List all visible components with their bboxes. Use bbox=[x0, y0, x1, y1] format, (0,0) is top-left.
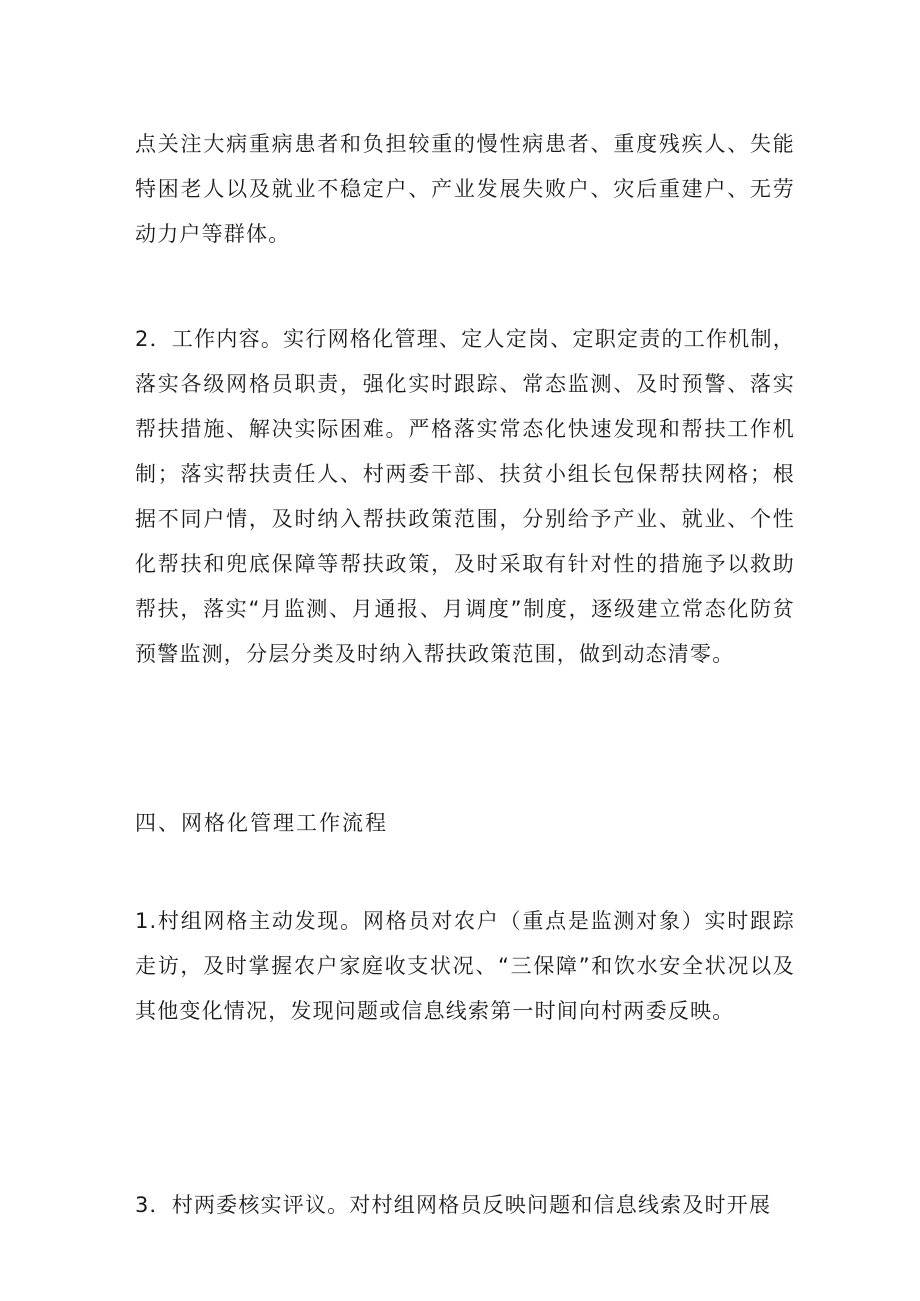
paragraph-grid-discovery: 1.村组网格主动发现。网格员对农户（重点是监测对象）实时跟踪走访，及时掌握农户家庭收支状况、“三保障”和饮水安全状况以及其他变化情况，发现问题或信息线索第一时间向村两委反映。 bbox=[135, 909, 795, 1023]
paragraph-focus-groups: 点关注大病重病患者和负担较重的慢性病患者、重度残疾人、失能特困老人以及就业不稳定户、产业发展失败户、灾后重建户、无劳动力户等群体。 bbox=[135, 132, 795, 246]
paragraph-village-verification: 3．村两委核实评议。对村组网格员反映问题和信息线索及时开展 bbox=[135, 1193, 772, 1217]
paragraph-work-content: 2．工作内容。实行网格化管理、定人定岗、定职定责的工作机制，落实各级网格员职责，强化实时跟踪、常态监测、及时预警、落实帮扶措施、解决实际困难。严格落实常态化快速发现和帮扶工作机制；落实帮扶责任人、村两委干部、扶贫小组长包保帮扶网格；根据不同户情，及时纳入帮扶政策范围，分别给予产业、就业、个性化帮扶和兜底保障等帮扶政策，及时采取有针对性的措施予以救助帮扶，落实“月监测、月通报、月调度”制度，逐级建立常态化防贫预警监测，分层分类及时纳入帮扶政策范围，做到动态清零。 bbox=[135, 327, 795, 666]
section-heading-grid-workflow: 四、网格化管理工作流程 bbox=[135, 811, 388, 835]
